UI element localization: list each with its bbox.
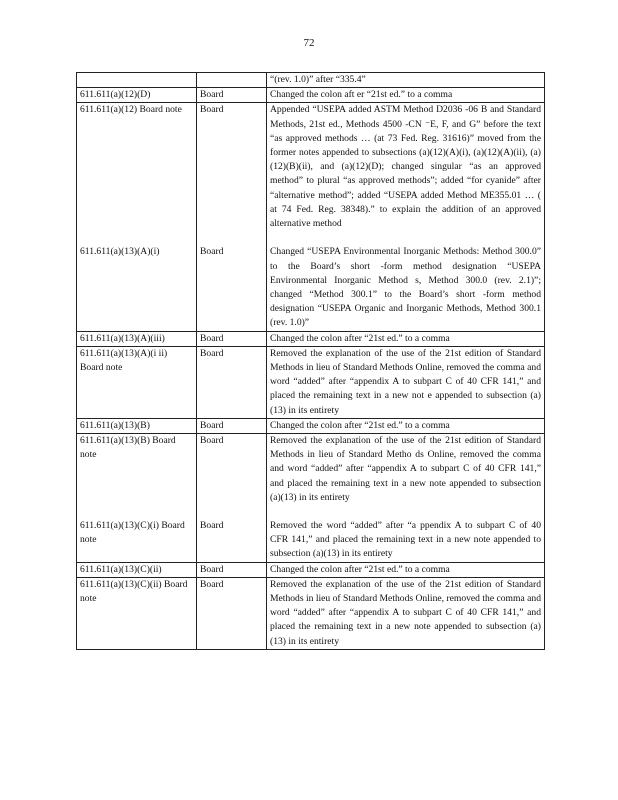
change-text: Appended “USEPA added ASTM Method D2036 -06 B and Standard Methods, 21st ed., Methods 4500 -CN ⁻E, F, and G” before the text “as approved methods … (at 73 Fed. Reg. 31616)” moved from the former notes appended to subsections (a)(12)(A)(i), (a)(12)(A)(ii), (a)(12)(B)(ii), and (a)(12)(D); changed singular “as an approved method” to plural “as approved methods”; added “for cyanide” after “alternative method”; added “USEPA added Method ME355.01 … ( at 74 Fed. Reg. 38348).” to explain the addition of an approved alternative method	[270, 104, 541, 230]
change-text: Changed the colon after “21st ed.” to a comma	[270, 563, 450, 575]
change-text: Removed the explanation of the use of the 21st edition of Standard Methods in lieu of Standard Metho ds Online, removed the comma and word “added” after “appendix A to subpart C of 40 CFR 141,” and placed the remaining text in a new note appended to subsection (a)(13) in its entirety	[270, 435, 541, 503]
source-text: Board	[200, 563, 224, 575]
source-text: Board	[200, 104, 224, 116]
source-cell	[197, 562, 267, 577]
change-text: Removed the explanation of the use of the 21st edition of Standard Methods in lieu of Standard Methods Online, removed the comma and word “added” after “appendix A to subpart C of 40 CFR 141,” and placed the remaining text in a new note appended to subsection (a)(13) in its entirety	[270, 578, 541, 647]
source-text: Board	[200, 347, 224, 359]
change-text: Removed the explanation of the use of the 21st edition of Standard Methods in lieu of Standard Methods Online, removed the comma and word “added” after “appendix A to subpart C of 40 CFR 141,” and placed the remaining text in a new not e appended to subsection (a)(13) in its entirety	[270, 347, 541, 416]
amendments-table-body	[77, 73, 545, 650]
change-description-cell	[267, 346, 545, 418]
source-cell	[197, 103, 267, 331]
table-row	[77, 577, 545, 649]
amendments-table	[76, 72, 545, 650]
section-text: 611.611(a)(13)(C)(ii) Board note	[80, 578, 188, 605]
page-number: 72	[303, 37, 315, 49]
source-cell	[197, 418, 267, 433]
table-row	[77, 103, 545, 331]
section-text: 611.611(a)(13)(A)(i)	[80, 246, 160, 258]
section-cell	[77, 73, 197, 88]
table-row	[77, 331, 545, 346]
section-cell	[77, 418, 197, 433]
change-description-cell	[267, 434, 545, 563]
section-text: 611.611(a)(13)(C)(ii)	[80, 563, 162, 575]
section-text: 611.611(a)(13)(B) Board note	[80, 435, 176, 461]
change-text: Changed the colon after “21st ed.” to a comma	[270, 419, 450, 431]
section-cell	[77, 88, 197, 103]
source-text: Board	[200, 89, 224, 101]
change-description-cell	[267, 88, 545, 103]
section-text: 611.611(a)(13)(B)	[80, 419, 150, 431]
section-text: 611.611(a)(13)(C)(i) Board note	[80, 520, 185, 546]
change-text: Changed the colon after “21st ed.” to a comma	[270, 332, 450, 344]
source-text: Board	[200, 435, 224, 447]
source-text: Board	[200, 246, 224, 258]
source-text: Board	[200, 520, 224, 532]
change-description-cell	[267, 73, 545, 88]
source-cell	[197, 331, 267, 346]
change-description-cell	[267, 418, 545, 433]
section-text: 611.611(a)(13)(A)(i ii) Board note	[80, 347, 168, 374]
section-cell	[77, 434, 197, 563]
change-description-cell	[267, 331, 545, 346]
section-cell	[77, 562, 197, 577]
source-cell	[197, 577, 267, 649]
table-row	[77, 88, 545, 103]
source-cell	[197, 346, 267, 418]
change-description-cell	[267, 577, 545, 649]
table-row	[77, 418, 545, 433]
change-description-cell	[267, 562, 545, 577]
source-cell	[197, 88, 267, 103]
section-text: 611.611(a)(13)(A)(iii)	[80, 332, 165, 344]
section-cell	[77, 103, 197, 331]
source-text: Board	[200, 419, 224, 431]
table-row	[77, 346, 545, 418]
section-text: 611.611(a)(12)(D)	[80, 89, 151, 101]
table-row	[77, 562, 545, 577]
source-cell	[197, 434, 267, 563]
source-text: Board	[200, 578, 224, 590]
table-row	[77, 434, 545, 563]
change-text: Changed “USEPA Environmental Inorganic Methods: Method 300.0” to the Board’s short -form method designation “USEPA Environmental Inorganic Method s, Method 300.0 (rev. 2.1)”; changed “Method 300.1” to the Board’s short -form method designation “USEPA Organic and Inorganic Methods, Method 300.1 (rev. 1.0)”	[270, 246, 541, 329]
section-cell	[77, 346, 197, 418]
section-cell	[77, 331, 197, 346]
change-text: Removed the word “added” after “a ppendix A to subpart C of 40 CFR 141,” and placed the remaining text in a new note appended to subsection (a)(13) in its entirety	[270, 520, 541, 560]
section-text: 611.611(a)(12) Board note	[80, 104, 182, 116]
table-row	[77, 73, 545, 88]
source-text: Board	[200, 332, 224, 344]
change-text: “(rev. 1.0)” after “335.4”	[270, 74, 366, 85]
change-text: Changed the colon aft er “21st ed.” to a comma	[270, 89, 453, 101]
change-description-cell	[267, 103, 545, 331]
section-cell	[77, 577, 197, 649]
source-cell	[197, 73, 267, 88]
